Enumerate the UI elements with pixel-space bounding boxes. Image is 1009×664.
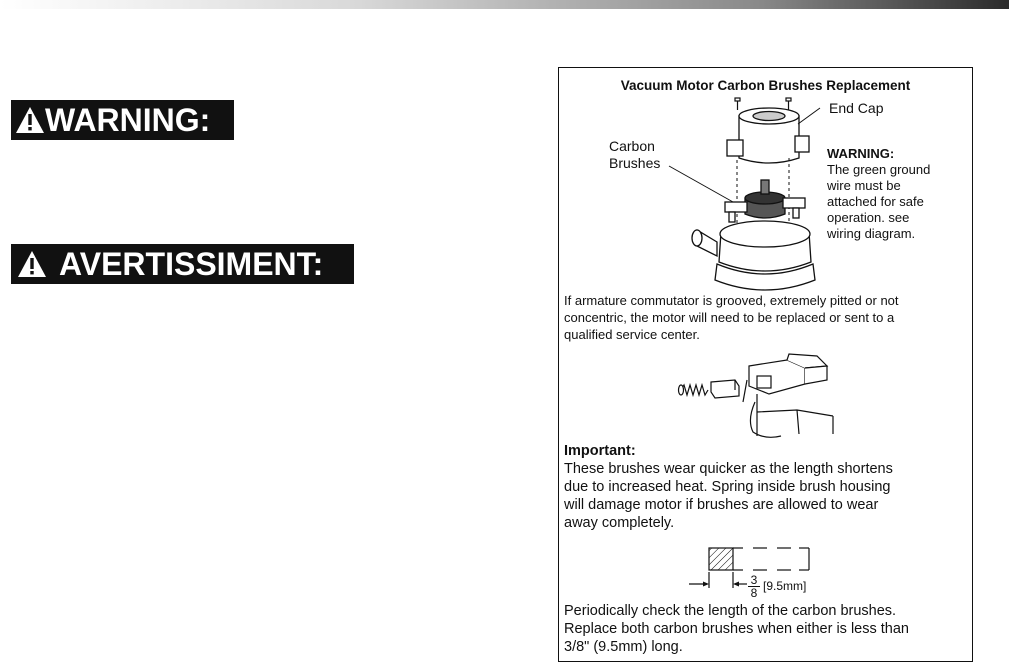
important-line: away completely.	[564, 515, 675, 531]
dimension-metric: [9.5mm]	[763, 579, 807, 593]
warning-label-en	[11, 100, 234, 140]
paragraph-line: concentric, the motor will need to be replaced or sent to a	[564, 310, 895, 325]
callout-line: wiring diagram.	[827, 226, 916, 241]
important-line: due to increased heat. Spring inside brush housing	[564, 479, 891, 495]
important-title: Important:	[564, 443, 636, 459]
important-line: These brushes wear quicker as the length shortens	[564, 461, 893, 477]
carbon-brushes-label-line2: Brushes	[609, 155, 661, 171]
commutator-paragraph	[564, 292, 899, 343]
fraction-denominator: 8	[750, 586, 758, 600]
fraction-numerator: 3	[748, 574, 760, 587]
periodic-line: Replace both carbon brushes when either is less than	[564, 621, 909, 637]
important-line: will damage motor if brushes are allowed to wear	[564, 497, 879, 513]
callout-line: The green ground	[827, 162, 931, 177]
brush-replacement-panel	[558, 67, 973, 662]
paragraph-line: If armature commutator is grooved, extremely pitted or not	[564, 293, 899, 308]
periodic-line: Periodically check the length of the carbon brushes.	[564, 603, 897, 619]
callout-title: WARNING:	[827, 146, 895, 161]
carbon-brushes-label-line1: Carbon	[609, 138, 655, 154]
panel-title: Vacuum Motor Carbon Brushes Replacement	[620, 78, 911, 93]
end-cap-label: End Cap	[829, 100, 884, 116]
warning-label-fr	[11, 244, 354, 284]
warning-triangle-icon	[15, 105, 45, 135]
top-gradient-bar	[0, 0, 1009, 9]
warning-text-fr: AVERTISSIMENT:	[59, 245, 324, 282]
callout-line: wire must be	[827, 178, 901, 193]
periodic-line: 3/8" (9.5mm) long.	[564, 639, 683, 655]
callout-line: operation. see	[827, 210, 910, 225]
important-section	[564, 442, 893, 532]
warning-text-en: WARNING:	[45, 101, 211, 138]
dimension-fraction	[748, 574, 760, 599]
paragraph-line: qualified service center.	[564, 327, 700, 342]
brush-holder-illustration	[677, 350, 837, 442]
warning-triangle-icon	[15, 249, 49, 279]
callout-line: attached for safe	[827, 194, 924, 209]
periodic-check-paragraph	[564, 602, 909, 656]
vacuum-motor-illustration	[599, 94, 829, 304]
ground-wire-warning	[827, 146, 967, 242]
